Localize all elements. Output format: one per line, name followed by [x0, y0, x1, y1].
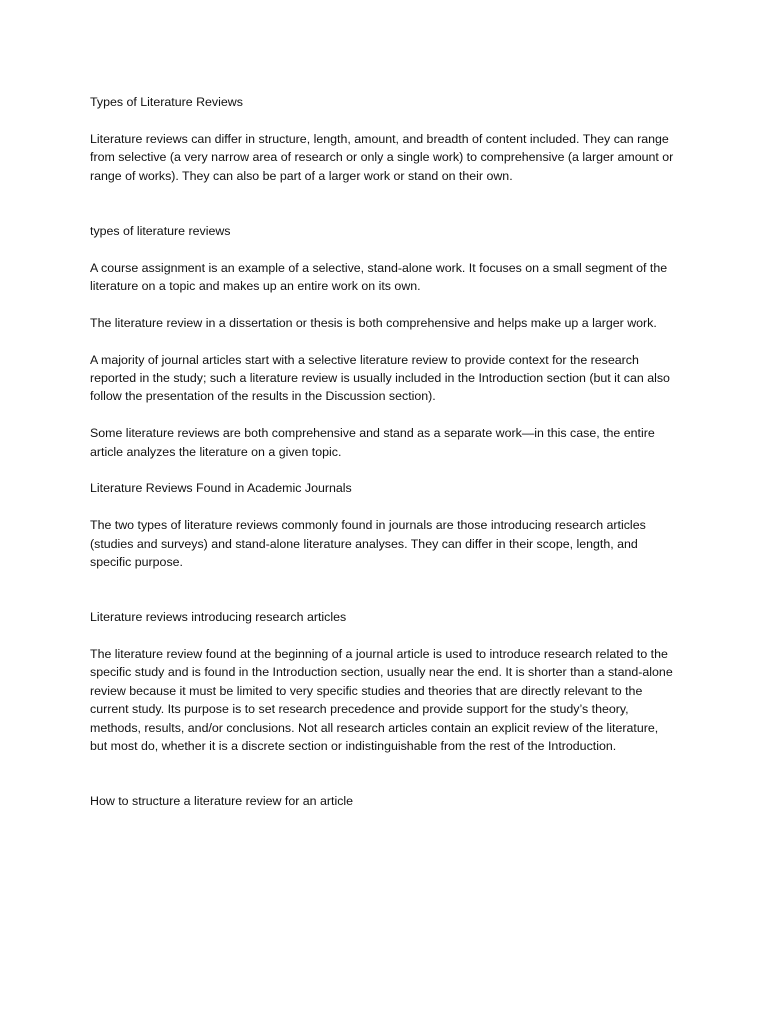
section-heading: types of literature reviews — [90, 223, 231, 238]
section-heading: Literature Reviews Found in Academic Journals — [90, 481, 352, 496]
paragraph: A majority of journal articles start with a selective literature review to provide context for the research reported in the study; such a literature review is usually included in the Introduction section (but it can also follow the presentation of the results in the Discussion section). — [90, 352, 670, 404]
paragraph: A course assignment is an example of a selective, stand-alone work. It focuses on a small segment of the literature on a topic and makes up an entire work on its own. — [90, 260, 668, 293]
section-heading: Literature reviews introducing research articles — [90, 610, 347, 625]
paragraph: The two types of literature reviews commonly found in journals are those introducing research articles (studies and surveys) and stand-alone literature analyses. They can differ in their scope, length, and specific purpose. — [90, 518, 646, 570]
section-heading: Types of Literature Reviews — [90, 95, 243, 109]
paragraph: Literature reviews can differ in structure, length, amount, and breadth of content included. They can range from selective (a very narrow area of research or only a single work) to comprehensive (a larger amount or range of works). They can also be part of a larger work or stand on their own. — [90, 131, 674, 183]
blank-line — [90, 203, 678, 221]
blank-line — [90, 774, 678, 792]
section-heading: How to structure a literature review for an article — [90, 794, 354, 809]
blank-line — [90, 590, 678, 608]
paragraph: Some literature reviews are both comprehensive and stand as a separate work—in this case, the entire article analyzes the literature on a given topic. — [90, 426, 655, 459]
paragraph: The literature review in a dissertation or thesis is both comprehensive and helps make up a larger work. — [90, 315, 657, 330]
paragraph: The literature review found at the beginning of a journal article is used to introduce research related to the specific study and is found in the Introduction section, usually near the end. It is shorter than a stand-alone review because it must be limited to very specific studies and theories that are directly relevant to the current study. Its purpose is to set research precedence and provide support for the study’s theory, methods, results, and/or conclusions. Not all research articles contain an explicit review of the literature, but most do, whether it is a discrete section or indistinguishable from the rest of the Introduction. — [90, 647, 673, 754]
